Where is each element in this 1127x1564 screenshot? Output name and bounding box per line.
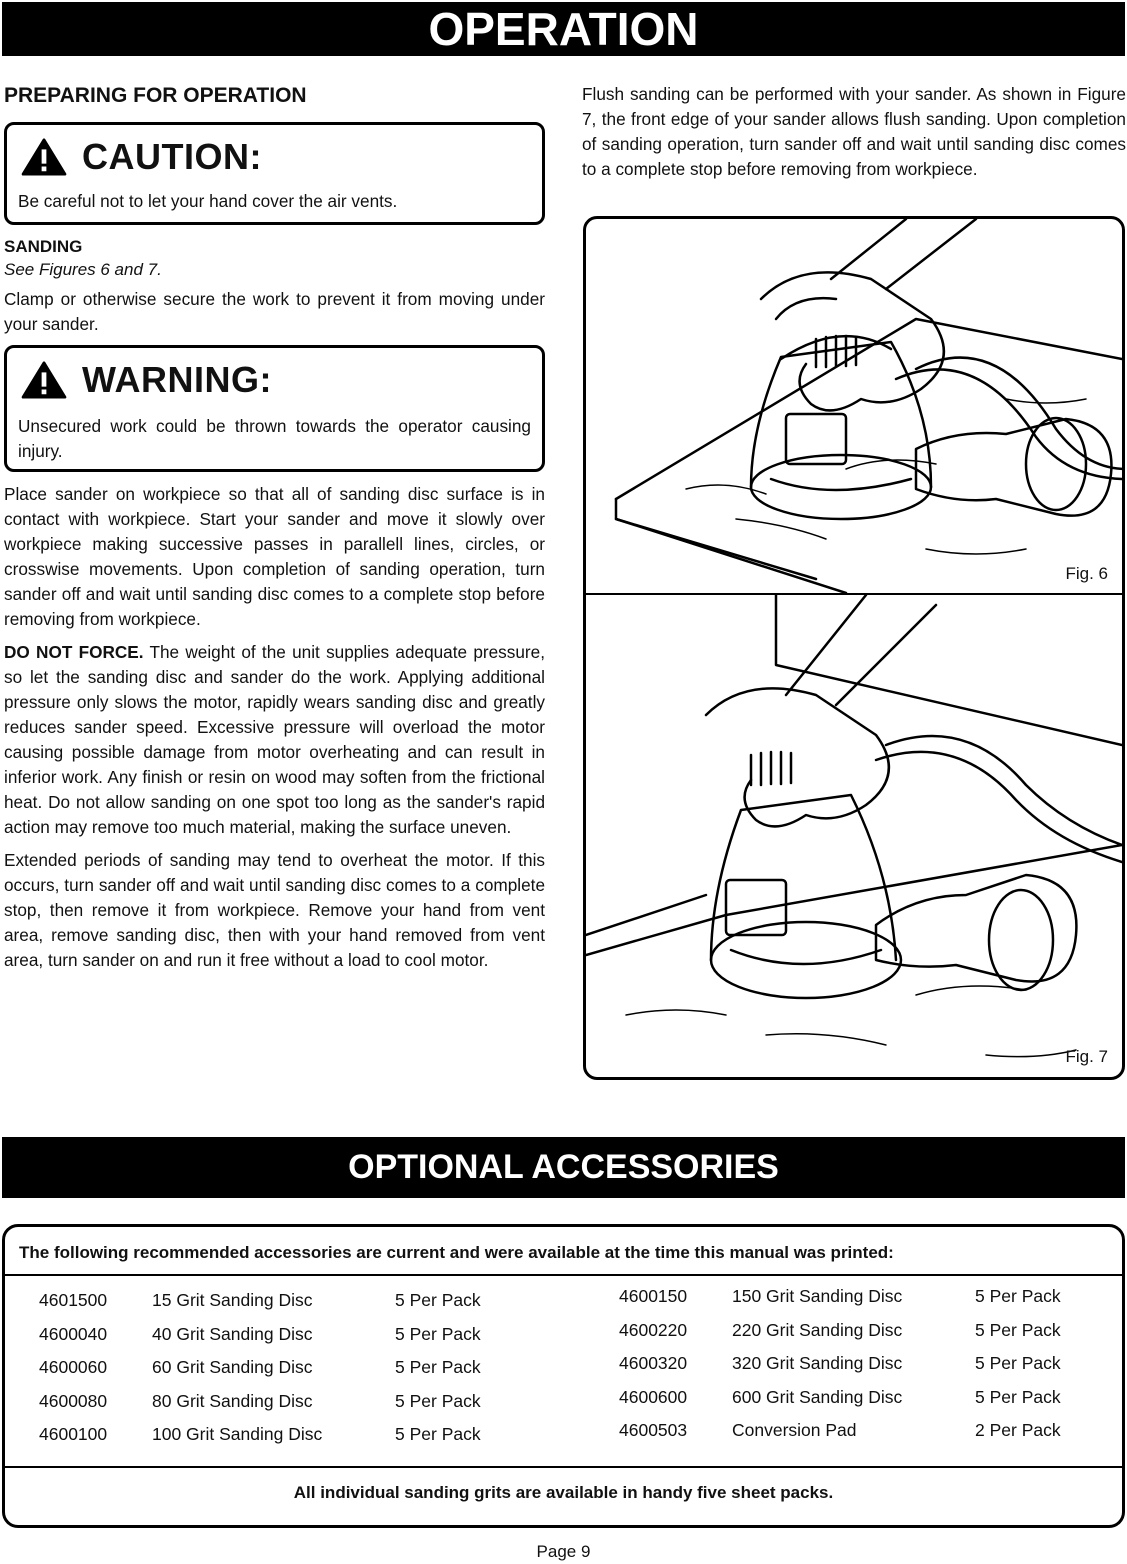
accessory-row <box>619 1387 1109 1421</box>
accessory-row <box>39 1391 559 1425</box>
accessories-banner: OPTIONAL ACCESSORIES <box>2 1137 1125 1198</box>
figure-6-illustration <box>586 219 1122 593</box>
accessories-bottom-rule <box>5 1466 1122 1468</box>
accessory-row <box>39 1357 559 1391</box>
right-column <box>582 80 1126 182</box>
accessories-list-left <box>39 1290 559 1458</box>
part-quantity: 5 Per Pack <box>395 1323 481 1344</box>
place-paragraph: Place sander on workpiece so that all of sanding disc surface is in contact with workpiece. Start your sander and move it slowly over workpiece making successive passes in parallell lines, circles, or crosswise movements. Upon completion of sanding operation, turn sander off and wait until sanding disc comes to a complete stop before removing from workpiece. <box>4 484 545 629</box>
accessory-row <box>39 1290 559 1324</box>
accessories-box <box>2 1224 1125 1528</box>
accessory-row <box>39 1424 559 1458</box>
caution-box <box>4 122 545 225</box>
operation-banner: OPERATION <box>2 2 1125 56</box>
accessory-row <box>39 1324 559 1358</box>
part-description: 15 Grit Sanding Disc <box>152 1290 313 1310</box>
part-number: 4600503 <box>619 1420 688 1440</box>
part-quantity: 2 Per Pack <box>975 1420 1061 1440</box>
caution-text: Be careful not to let your hand cover the air vents. <box>18 191 398 211</box>
see-figures: See Figures 6 and 7. <box>4 260 162 279</box>
force-paragraph <box>4 640 545 840</box>
warning-text: Unsecured work could be thrown towards the operator causing injury. <box>18 416 531 461</box>
warning-triangle-icon <box>20 361 68 399</box>
accessory-row <box>619 1420 1109 1454</box>
accessories-top-rule <box>5 1274 1122 1276</box>
extended-paragraph: Extended periods of sanding may tend to overheat the motor. If this occurs, turn sander off and wait until sanding disc comes to a complete stop, then remove it from workpiece. Remove your hand from vent area, remove sanding disc, then with your hand removed from vent area, turn sander on and run it free without a load to cool motor. <box>4 850 545 970</box>
warning-triangle-icon <box>20 138 68 176</box>
part-description: 60 Grit Sanding Disc <box>152 1357 313 1377</box>
part-number: 4600320 <box>619 1353 688 1373</box>
part-number: 4600100 <box>39 1424 108 1444</box>
accessory-row <box>619 1286 1109 1320</box>
part-quantity: 5 Per Pack <box>395 1390 481 1411</box>
accessory-row <box>619 1353 1109 1387</box>
part-description: 320 Grit Sanding Disc <box>732 1353 903 1373</box>
part-quantity: 5 Per Pack <box>975 1286 1061 1306</box>
part-number: 4600220 <box>619 1319 688 1340</box>
part-number: 4601500 <box>39 1290 108 1310</box>
part-description: 80 Grit Sanding Disc <box>152 1390 313 1411</box>
flush-paragraph: Flush sanding can be performed with your sander. As shown in Figure 7, the front edge of your sander allows flush sanding. Upon completion of sanding operation, turn sander off and wait until sanding disc comes to a complete stop before removing from workpiece. <box>582 84 1126 179</box>
preparing-heading: PREPARING FOR OPERATION <box>4 84 307 107</box>
part-number: 4600150 <box>619 1286 688 1306</box>
accessory-row <box>619 1320 1109 1354</box>
part-quantity: 5 Per Pack <box>395 1424 481 1444</box>
accessories-footer: All individual sanding grits are available in handy five sheet packs. <box>293 1483 834 1502</box>
warning-box <box>4 345 545 472</box>
fig-7-label: Fig. 7 <box>1065 1047 1108 1066</box>
part-number: 4600040 <box>39 1323 108 1344</box>
clamp-paragraph: Clamp or otherwise secure the work to prevent it from moving under your sander. <box>4 289 545 334</box>
part-quantity: 5 Per Pack <box>975 1386 1061 1407</box>
part-description: Conversion Pad <box>732 1420 857 1440</box>
part-description: 40 Grit Sanding Disc <box>152 1323 313 1344</box>
part-number: 4600080 <box>39 1390 108 1411</box>
accessories-list-right <box>619 1286 1109 1454</box>
do-not-force-lead: DO NOT FORCE. <box>4 642 144 662</box>
force-text: The weight of the unit supplies adequate pressure, so let the sanding disc and sander do the work. Applying additional pressure only slows the motor, rapidly wears sanding disc and greatly reduces sander speed. Excessive pressure will overload the motor causing possible damage from motor overheating and can result in inferior work. Any finish or resin on wood may soften from the frictional heat. Do not allow sanding on one spot too long as the sander's rapid action may remove too much material, making the surface uneven. <box>4 642 545 837</box>
part-quantity: 5 Per Pack <box>975 1353 1061 1373</box>
part-quantity: 5 Per Pack <box>395 1290 481 1310</box>
caution-title: CAUTION: <box>82 136 262 177</box>
part-quantity: 5 Per Pack <box>975 1319 1061 1340</box>
accessories-intro: The following recommended accessories are current and were available at the time this manual was printed: <box>19 1243 894 1262</box>
left-column <box>4 80 545 973</box>
part-quantity: 5 Per Pack <box>395 1357 481 1377</box>
part-description: 220 Grit Sanding Disc <box>732 1319 903 1340</box>
part-description: 600 Grit Sanding Disc <box>732 1386 903 1407</box>
part-number: 4600060 <box>39 1357 108 1377</box>
page-number: Page 9 <box>536 1542 591 1561</box>
warning-title: WARNING: <box>82 359 272 400</box>
part-description: 150 Grit Sanding Disc <box>732 1286 903 1306</box>
sanding-subhead: SANDING <box>4 237 83 256</box>
figures-box <box>583 216 1125 1080</box>
part-description: 100 Grit Sanding Disc <box>152 1424 323 1444</box>
figure-7-illustration <box>586 595 1122 1079</box>
part-number: 4600600 <box>619 1386 688 1407</box>
fig-6-label: Fig. 6 <box>1065 564 1108 583</box>
